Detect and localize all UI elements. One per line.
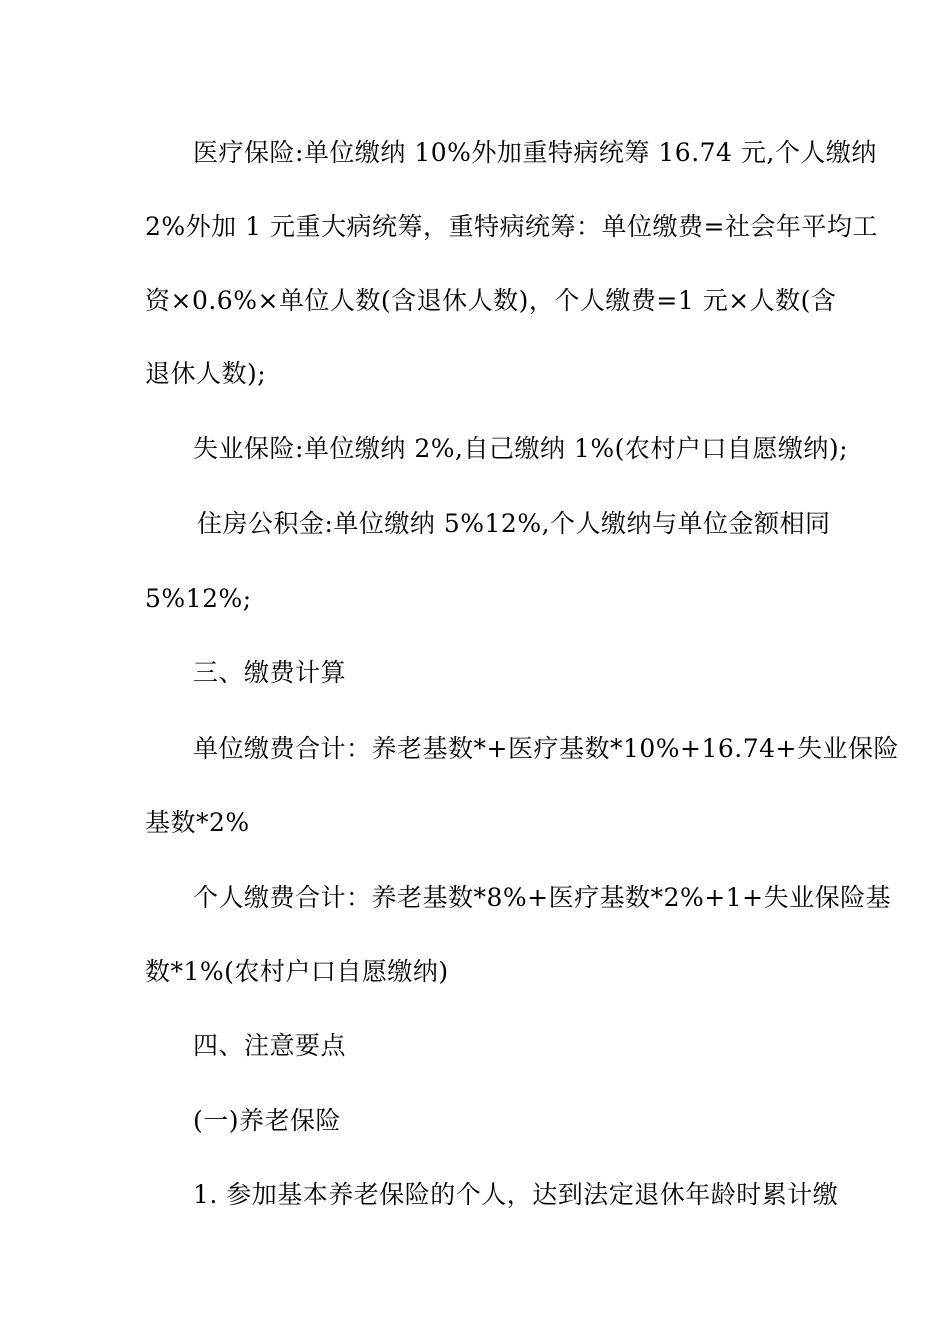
employer-total-line-2: 基数*2% (145, 808, 250, 837)
unemployment-insurance-line: 失业保险:单位缴纳 2%,自己缴纳 1%(农村户口自愿缴纳); (193, 434, 849, 463)
section-heading-notes: 四、注意要点 (193, 1031, 347, 1060)
subsection-heading-pension: (一)养老保险 (193, 1106, 342, 1135)
pension-item-1-line: 1. 参加基本养老保险的个人，达到法定退休年龄时累计缴 (193, 1180, 839, 1209)
personal-total-line-2: 数*1%(农村户口自愿缴纳) (145, 957, 449, 986)
housing-fund-line-2: 5%12%; (145, 584, 252, 613)
employer-total-line-1: 单位缴费合计：养老基数*+医疗基数*10%+16.74+失业保险 (193, 734, 899, 763)
housing-fund-line-1: 住房公积金:单位缴纳 5%12%,个人缴纳与单位金额相同 (197, 509, 831, 538)
section-heading-calculation: 三、缴费计算 (193, 658, 347, 687)
personal-total-line-1: 个人缴费合计：养老基数*8%+医疗基数*2%+1+失业保险基 (193, 883, 892, 912)
medical-insurance-line-2: 2%外加 1 元重大病统筹，重特病统筹：单位缴费=社会年平均工 (145, 212, 878, 241)
medical-insurance-line-1: 医疗保险:单位缴纳 10%外加重特病统筹 16.74 元,个人缴纳 (193, 138, 877, 167)
medical-insurance-line-3: 资×0.6%×单位人数(含退休人数)，个人缴费=1 元×人数(含 (145, 286, 837, 315)
medical-insurance-line-4: 退休人数); (145, 359, 267, 388)
